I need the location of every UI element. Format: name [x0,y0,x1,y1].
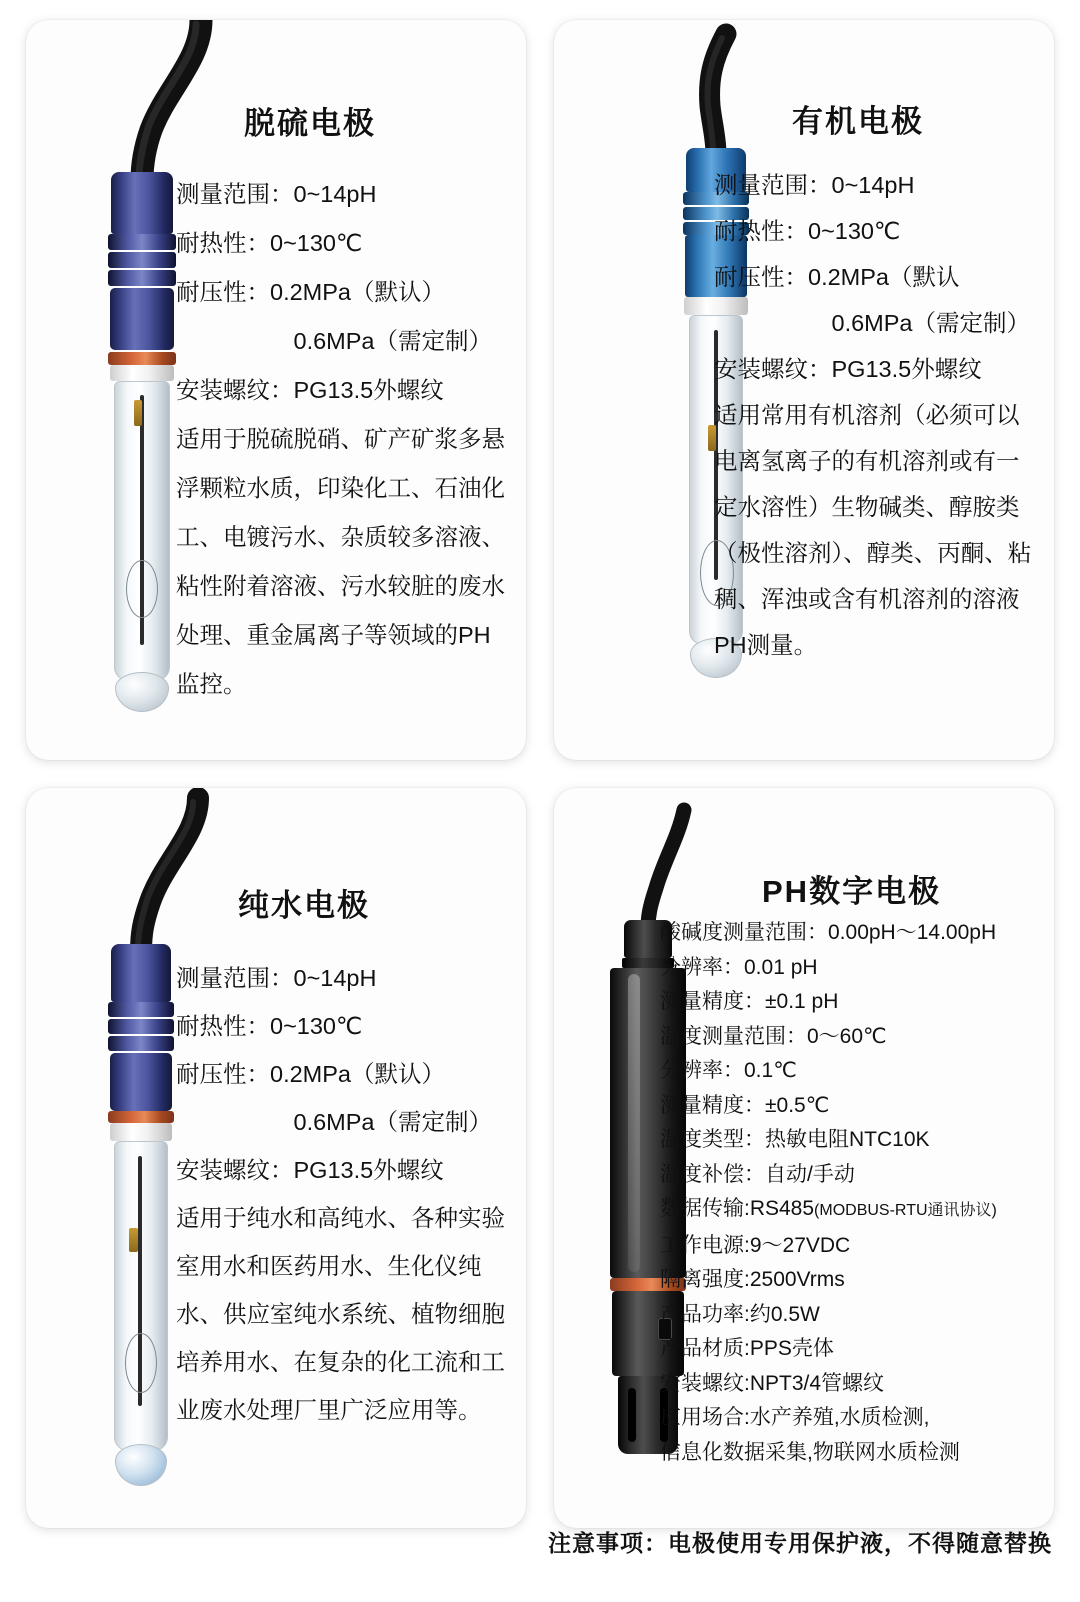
card-text [714,162,1034,668]
electrode-white-ring [110,365,174,381]
card-text [176,170,506,709]
card-description: 适用于纯水和高纯水、各种实验室用水和医药用水、生化仪纯水、供应室纯水系统、植物细胞培养用水、在复杂的化工流和工业废水处理厂里广泛应用等。 [176,1205,505,1423]
electrode-inner-contact [134,400,142,426]
spec-line: 耐压性：0.2MPa（默认） [176,1061,445,1087]
spec-line: 耐热性：0~130℃ [714,218,901,244]
spec-line: 温度补偿：自动/手动 [660,1162,855,1186]
spec-line: 耐压性：0.2MPa（默认） [176,279,445,305]
spec-line: 安装螺纹:NPT3/4管螺纹 [660,1371,885,1395]
product-card-desulfurization [26,20,526,760]
card-text [660,916,1050,1470]
spec-line: 安装螺纹：PG13.5外螺纹 [176,1157,444,1183]
card-description: 适用常用有机溶剂（必须可以电离氢离子的有机溶剂或有一定水溶性）生物碱类、醇胺类（极性溶剂）、醇类、丙酮、粘稠、浑浊或含有机溶剂的溶液PH测量。 [714,402,1032,658]
spec-line: 应用场合:水产养殖,水质检测, [660,1406,930,1429]
electrode-oring [108,352,176,365]
spec-line: 耐压性：0.2MPa（默认 [714,264,960,290]
spec-line: 0.6MPa（需定制） [176,1109,492,1135]
product-card-purewater [26,788,526,1528]
card-title: 有机电极 [792,104,924,139]
card-title: 纯水电极 [238,888,370,923]
electrode-inner-coil [125,1333,157,1393]
electrode-cap-ring-2 [108,252,176,268]
spec-line: 产品材质:PPS壳体 [660,1337,834,1360]
electrode-cap-ring-1 [108,234,176,250]
card-text [176,954,506,1434]
spec-line: 0.6MPa（需定制） [176,328,492,354]
electrode-oring [108,1111,174,1123]
electrode-cap-ring-1 [108,1002,174,1017]
spec-line: 分辨率：0.01 pH [660,955,818,979]
footnote-notice: 注意事项：电极使用专用保护液，不得随意替换 [548,1530,1052,1556]
spec-line: 酸碱度测量范围：0.00pH～14.00pH [660,921,997,944]
electrode-cap-ring-3 [108,270,176,286]
spec-line: 测量精度：±0.5℃ [660,1093,830,1117]
spec-line: 安装螺纹：PG13.5外螺纹 [176,377,444,403]
spec-line: 耐热性：0~130℃ [176,1013,363,1039]
spec-line: 工作电源:9～27VDC [660,1233,851,1257]
spec-line: 测量精度：±0.1 pH [660,990,839,1013]
spec-line-data-transfer [660,1192,1050,1229]
spec-line: 0.6MPa（需定制） [714,310,1030,336]
digital-probe-highlight [628,974,640,1272]
spec-line: 信息化数据采集,物联网水质检测 [660,1440,960,1464]
electrode-navy-cap [111,172,173,234]
electrode-inner-coil [126,560,158,618]
spec-line: 温度类型：热敏电阻NTC10K [660,1128,930,1151]
spec-line: 分辨率：0.1℃ [660,1059,797,1082]
card-title: 脱硫电极 [244,106,376,141]
spec-line: 测量范围：0~14pH [176,181,377,207]
electrode-navy-cap [111,944,171,1002]
card-description: 适用于脱硫脱硝、矿产矿浆多悬浮颗粒水质，印染化工、石油化工、电镀污水、杂质较多溶液、粘性附着溶液、污水较脏的废水处理、重金属离子等领域的PH监控。 [176,426,505,697]
electrode-cap-ring-3 [108,1036,174,1051]
spec-line: 耐热性：0~130℃ [176,230,363,256]
spec-line: 测量范围：0~14pH [176,965,377,991]
spec-line: 测量范围：0~14pH [714,172,915,198]
electrode-cap-ring-2 [108,1019,174,1034]
electrode-inner-contact [129,1228,138,1252]
product-card-organic [554,20,1054,760]
electrode-white-ring [110,1123,172,1141]
product-card-digital [554,788,1054,1528]
spec-line: 安装螺纹：PG13.5外螺纹 [714,356,982,382]
spec-line-text: 数据传输:RS485 [660,1197,815,1220]
digital-probe-guard-slot-1 [628,1388,636,1442]
card-title: PH数字电极 [762,874,942,909]
spec-line: 隔离强度:2500Vrms [660,1268,845,1291]
spec-line: 温度测量范围：0～60℃ [660,1024,887,1048]
spec-line: 产品功率:约0.5W [660,1302,820,1326]
electrode-thread-section [110,1053,172,1111]
electrode-thread-section [110,288,174,350]
spec-line-note: (MODBUS-RTU通讯协议) [814,1202,997,1219]
